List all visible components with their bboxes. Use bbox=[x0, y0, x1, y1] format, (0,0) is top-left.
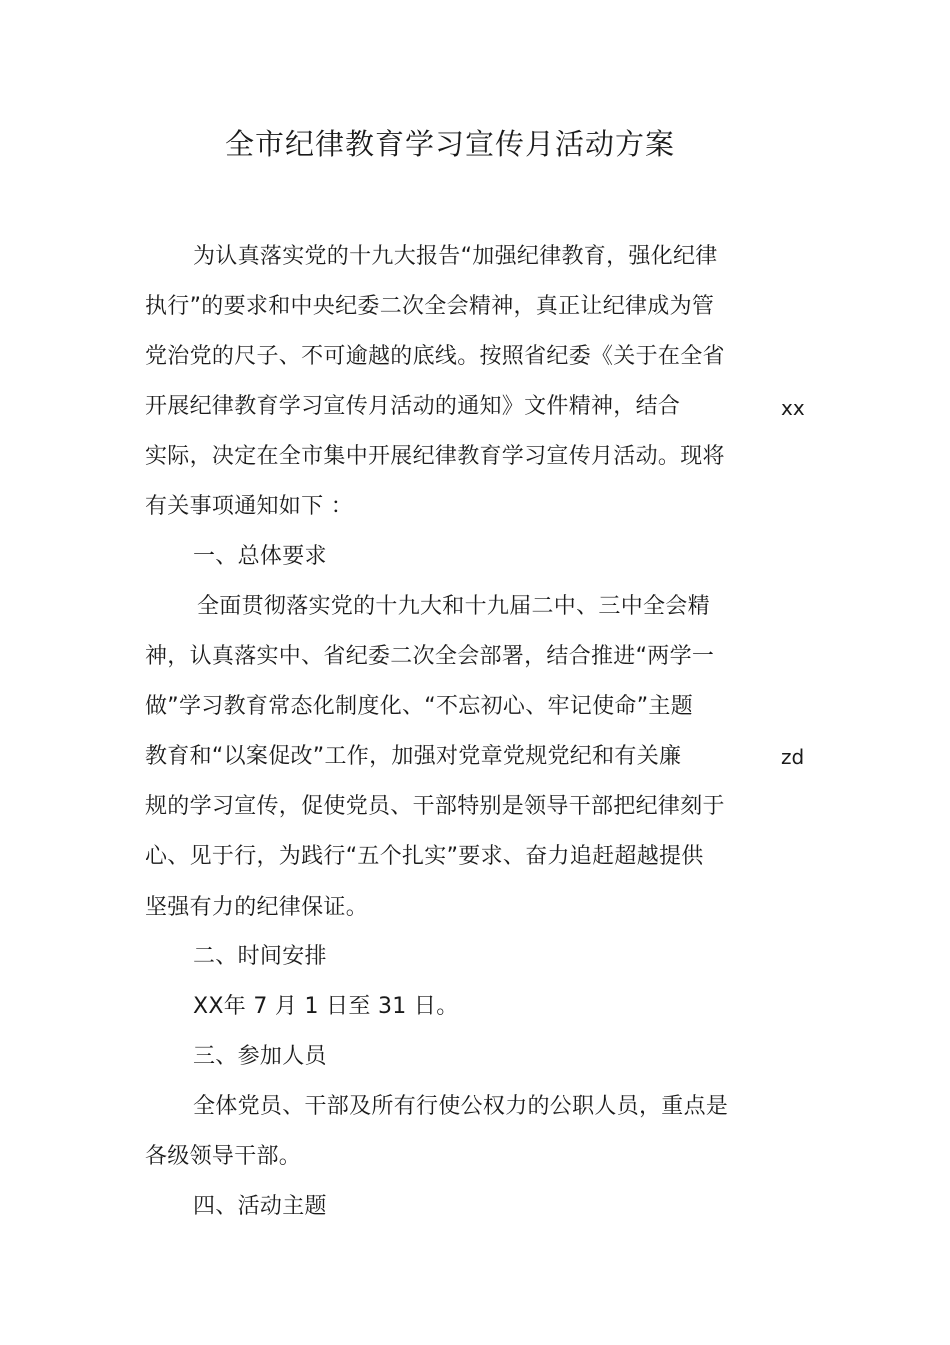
section-4-heading: 四、活动主题 bbox=[193, 1194, 327, 1219]
document-title: 全市纪律教育学习宣传月活动方案 bbox=[224, 127, 675, 161]
section-1-line-4: 教育和“以案促改”工作，加强对党章党规党纪和有关廉 bbox=[145, 744, 682, 769]
section-3-line-2: 各级领导干部。 bbox=[145, 1144, 302, 1169]
margin-note-zd: zd bbox=[781, 745, 805, 769]
section-2-text: XX年 7 月 1 日至 31 日。 bbox=[193, 994, 459, 1019]
intro-line-6: 有关事项通知如下 ： bbox=[145, 494, 353, 519]
section-2-heading: 二、时间安排 bbox=[193, 944, 327, 969]
section-1-line-6: 心、见于行，为践行“五个扎实”要求、奋力追赶超越提供 bbox=[145, 844, 704, 869]
section-3-heading: 三、参加人员 bbox=[193, 1044, 327, 1069]
section-1-heading: 一、总体要求 bbox=[193, 544, 327, 569]
section-1-line-2: 神，认真落实中、省纪委二次全会部署，结合推进“两学一 bbox=[145, 644, 715, 669]
section-1-line-3: 做”学习教育常态化制度化、“不忘初心、牢记使命”主题 bbox=[145, 694, 693, 719]
intro-line-2: 执行”的要求和中央纪委二次全会精神，真正让纪律成为管 bbox=[145, 294, 715, 319]
margin-note-xx: xx bbox=[781, 396, 805, 420]
section-1-line-1: 全面贯彻落实党的十九大和十九届二中、三中全会精 bbox=[197, 594, 710, 619]
intro-line-5: 实际，决定在全市集中开展纪律教育学习宣传月活动。现将 bbox=[145, 444, 725, 469]
intro-line-4: 开展纪律教育学习宣传月活动的通知》文件精神，结合 bbox=[145, 394, 681, 419]
intro-line-3: 党治党的尺子、不可逾越的底线。按照省纪委《关于在全省 bbox=[145, 344, 725, 369]
section-1-line-5: 规的学习宣传，促使党员、干部特别是领导干部把纪律刻于 bbox=[145, 794, 725, 819]
intro-line-1: 为认真落实党的十九大报告“加强纪律教育，强化纪律 bbox=[193, 244, 718, 269]
section-1-line-7: 坚强有力的纪律保证。 bbox=[145, 895, 369, 920]
section-3-line-1: 全体党员、干部及所有行使公权力的公职人员，重点是 bbox=[193, 1094, 729, 1119]
